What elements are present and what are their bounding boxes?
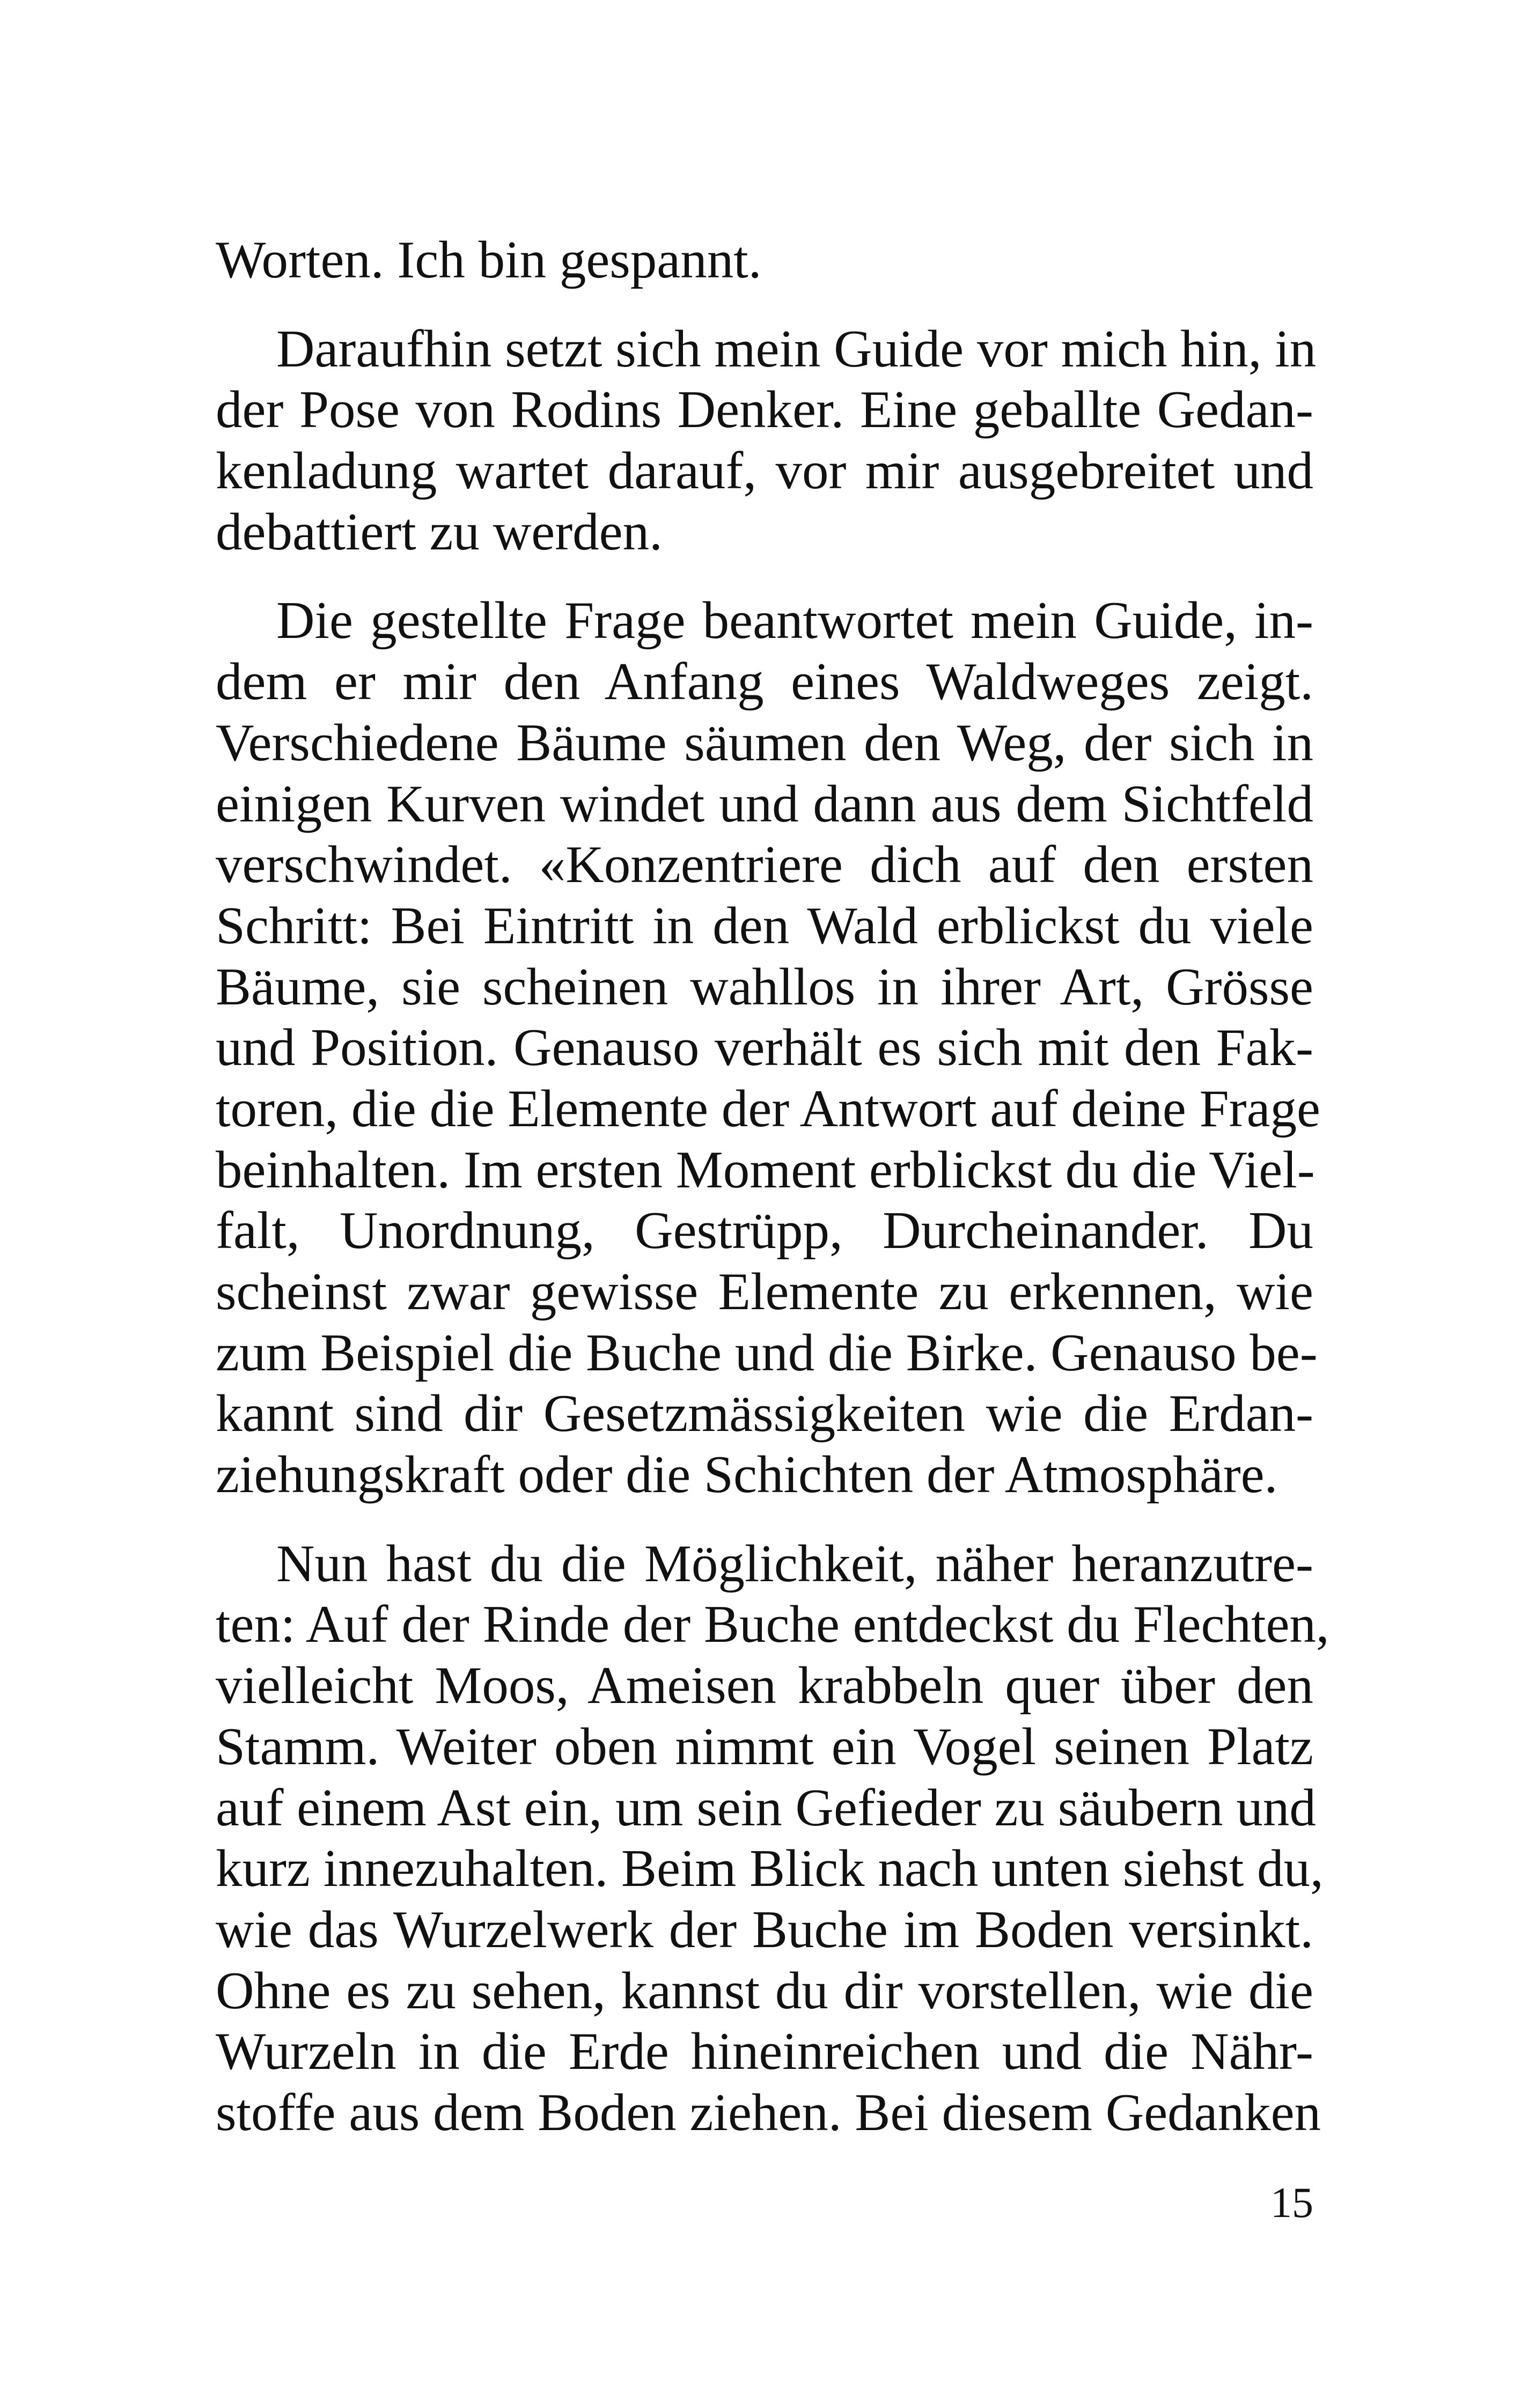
text-line: Schritt: Bei Eintritt in den Wald erblickst du viele (216, 896, 1313, 955)
text-line: und Position. Genauso verhält es sich mit den Fak- (216, 1018, 1313, 1077)
text-line: beinhalten. Im ersten Moment erblickst du die Viel- (216, 1140, 1315, 1199)
text-line: zum Beispiel die Buche und die Birke. Genauso be- (216, 1323, 1318, 1382)
text-line: Die gestellte Frage beantwortet mein Guide, in- (276, 591, 1313, 650)
text-line: Nun hast du die Möglichkeit, näher heranzutre- (276, 1534, 1313, 1593)
text-line: Bäume, sie scheinen wahllos in ihrer Art, Grösse (216, 957, 1313, 1016)
text-line: Ohne es zu sehen, kannst du dir vorstellen, wie die (216, 1961, 1313, 2020)
text-line: dem er mir den Anfang eines Waldweges zeigt. (216, 652, 1313, 711)
paragraph-3 (216, 590, 1320, 1505)
text-line: scheinst zwar gewisse Elemente zu erkennen, wie (216, 1262, 1313, 1321)
text-line: stoffe aus dem Boden ziehen. Bei diesem Gedanken (216, 2083, 1321, 2142)
text-line: Stamm. Weiter oben nimmt ein Vogel seinen Platz (216, 1717, 1313, 1776)
text-line: einigen Kurven windet und dann aus dem Sichtfeld (216, 774, 1313, 833)
text-line: der Pose von Rodins Denker. Eine geballte Gedan- (216, 380, 1313, 439)
text-line: verschwindet. «Konzentriere dich auf den ersten (216, 835, 1313, 894)
text-line: Wurzeln in die Erde hineinreichen und die Nähr- (216, 2022, 1313, 2081)
text-line: toren, die die Elemente der Antwort auf deine Frage (216, 1079, 1320, 1138)
text-line: Daraufhin setzt sich mein Guide vor mich hin, in (276, 319, 1317, 378)
body-text (216, 230, 1329, 2171)
text-line: Verschiedene Bäume säumen den Weg, der sich in (216, 713, 1313, 772)
text-line: ten: Auf der Rinde der Buche entdeckst du Flechten, (216, 1595, 1329, 1654)
text-line: kenladung wartet darauf, vor mir ausgebreitet und (216, 442, 1313, 501)
text-line: kurz innezuhalten. Beim Blick nach unten siehst du, (216, 1839, 1324, 1898)
page-number: 15 (1270, 2179, 1313, 2227)
text-line: wie das Wurzelwerk der Buche im Boden versinkt. (216, 1900, 1313, 1959)
text-line: ziehungskraft oder die Schichten der Atmosphäre. (216, 1445, 1278, 1504)
text-line: vielleicht Moos, Ameisen krabbeln quer über den (216, 1656, 1313, 1715)
paragraph-1 (216, 230, 1313, 291)
text-line: falt, Unordnung, Gestrüpp, Durcheinander. Du (216, 1201, 1313, 1260)
text-line: auf einem Ast ein, um sein Gefieder zu säubern und (216, 1778, 1316, 1837)
text-line: kannt sind dir Gesetzmässigkeiten wie die Erdan- (216, 1384, 1313, 1443)
paragraph-4 (216, 1533, 1329, 2143)
paragraph-2 (216, 319, 1317, 563)
text-line: Worten. Ich bin gespannt. (216, 231, 762, 289)
text-line: debattiert zu werden. (216, 502, 663, 561)
